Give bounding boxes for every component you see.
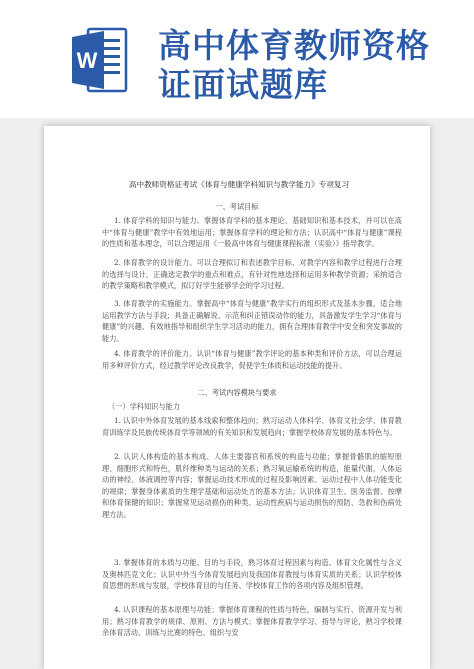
document-page xyxy=(44,126,430,669)
section-heading-1: 一、考试目标 xyxy=(215,202,259,211)
document-title: 高中体育教师资格证面试题库 xyxy=(158,26,430,104)
document-heading: 高中教师资格证考试《体育与健康学科知识与教学能力》专项复习 xyxy=(128,180,350,189)
paragraph-4: 4. 体育教学的评价能力。认识“体育与健康”教学评论的基本种类和评价方法，可以合理运用多种评价方式，经过教学评论改良教学，促使学生体质和运动技能的提升。 xyxy=(102,349,402,370)
paragraph-1: 1. 体育学科的知识与能力。掌握体育学科的基本理论、基础知识和基本技术，并可以在高中“体育与健康”教学中有效地运用；掌握体育学科的理论和方法；认识高中“体育与健康”课程的性质和基本理念，可以合理运用《一般高中体育与健康课程标准（实验）》指导教学。 xyxy=(102,216,402,249)
word-logo-letter: W xyxy=(76,48,98,73)
paragraph-6: 2. 认识人体构造的基本构成、人体主要器官和系统的构造与功能；掌握骨骼肌的缩短原理、细胞形式和特色，肌纤维种类与运动的关系；熟习氧运输系统的构造，能量代谢，人体运动的神经、体液调控等内容；掌握运动技术形成的过程及影响因素、运动过程中人体功能变化的规律；掌握身体素质的生理学基础和运动处方的基本方法；认识体育卫生、医务监督、按摩和体育保健的知识；掌握常见运动损伤的种类、运动性疾病与运动损伤的预防、急救和伤病处理方法。 xyxy=(102,452,402,519)
paragraph-7: 3. 掌握体育的本质与功能、目的与手段，熟习体育过程因素与构造、体育文化属性与含义及奥林匹克文化；认识中外当今体育发展趋向及我国体育教授与体育实质的关系；认识学校体育思想的形成与发展，学校体育目的与任务、学校体育工作的各项内容及组织管理。 xyxy=(102,558,402,591)
word-document-icon xyxy=(72,27,128,93)
paragraph-2: 2. 体育教学的设计能力。可以合理拟订和表述教学目标，对教学内容和教学过程进行合理的选择与设计，正确选定教学的重点和难点，有针对性地选择和运用多种教学资源；采纳适合的教学策略和教学模式，拟订好学生能够学会的学习过程。 xyxy=(102,258,402,291)
paragraph-3: 3. 体育教学的实施能力。掌握高中“体育与健康”教学实行的组织形式及基本步骤，适合地运用教学方法与手段；具备正确解说、示范和纠正错误动作的能力，具备激发学生学习“体育与健康”的兴趣、有效地指导和组织学生学习活动的能力，拥有合理体育教学中安全和突发事故的能力。 xyxy=(102,299,402,343)
paragraph-5: 1. 认识中外体育发展的基本线索和整体趋向；熟习运动人体科学、体育文社会学、体育教育训练学及民族传统体育学等领域的有关知识和发展趋向；掌握学校体育发展的基本特色与。 xyxy=(102,416,402,437)
banner xyxy=(0,0,474,118)
section-heading-2: 二、考试内容模块与要求 xyxy=(197,388,277,397)
subsection-heading-1: （一）学科知识与能力 xyxy=(108,402,180,411)
paragraph-8: 4. 认识课程的基本原理与功能；掌握体育课程的性质与特色，编制与实行、资源开发与利用；熟习体育教学的规律、原则、方法与模式；掌握体育教学学习、指导与评论，熟习学校课余体育活动、训练与比赛的特色、组织与安 xyxy=(102,605,402,638)
